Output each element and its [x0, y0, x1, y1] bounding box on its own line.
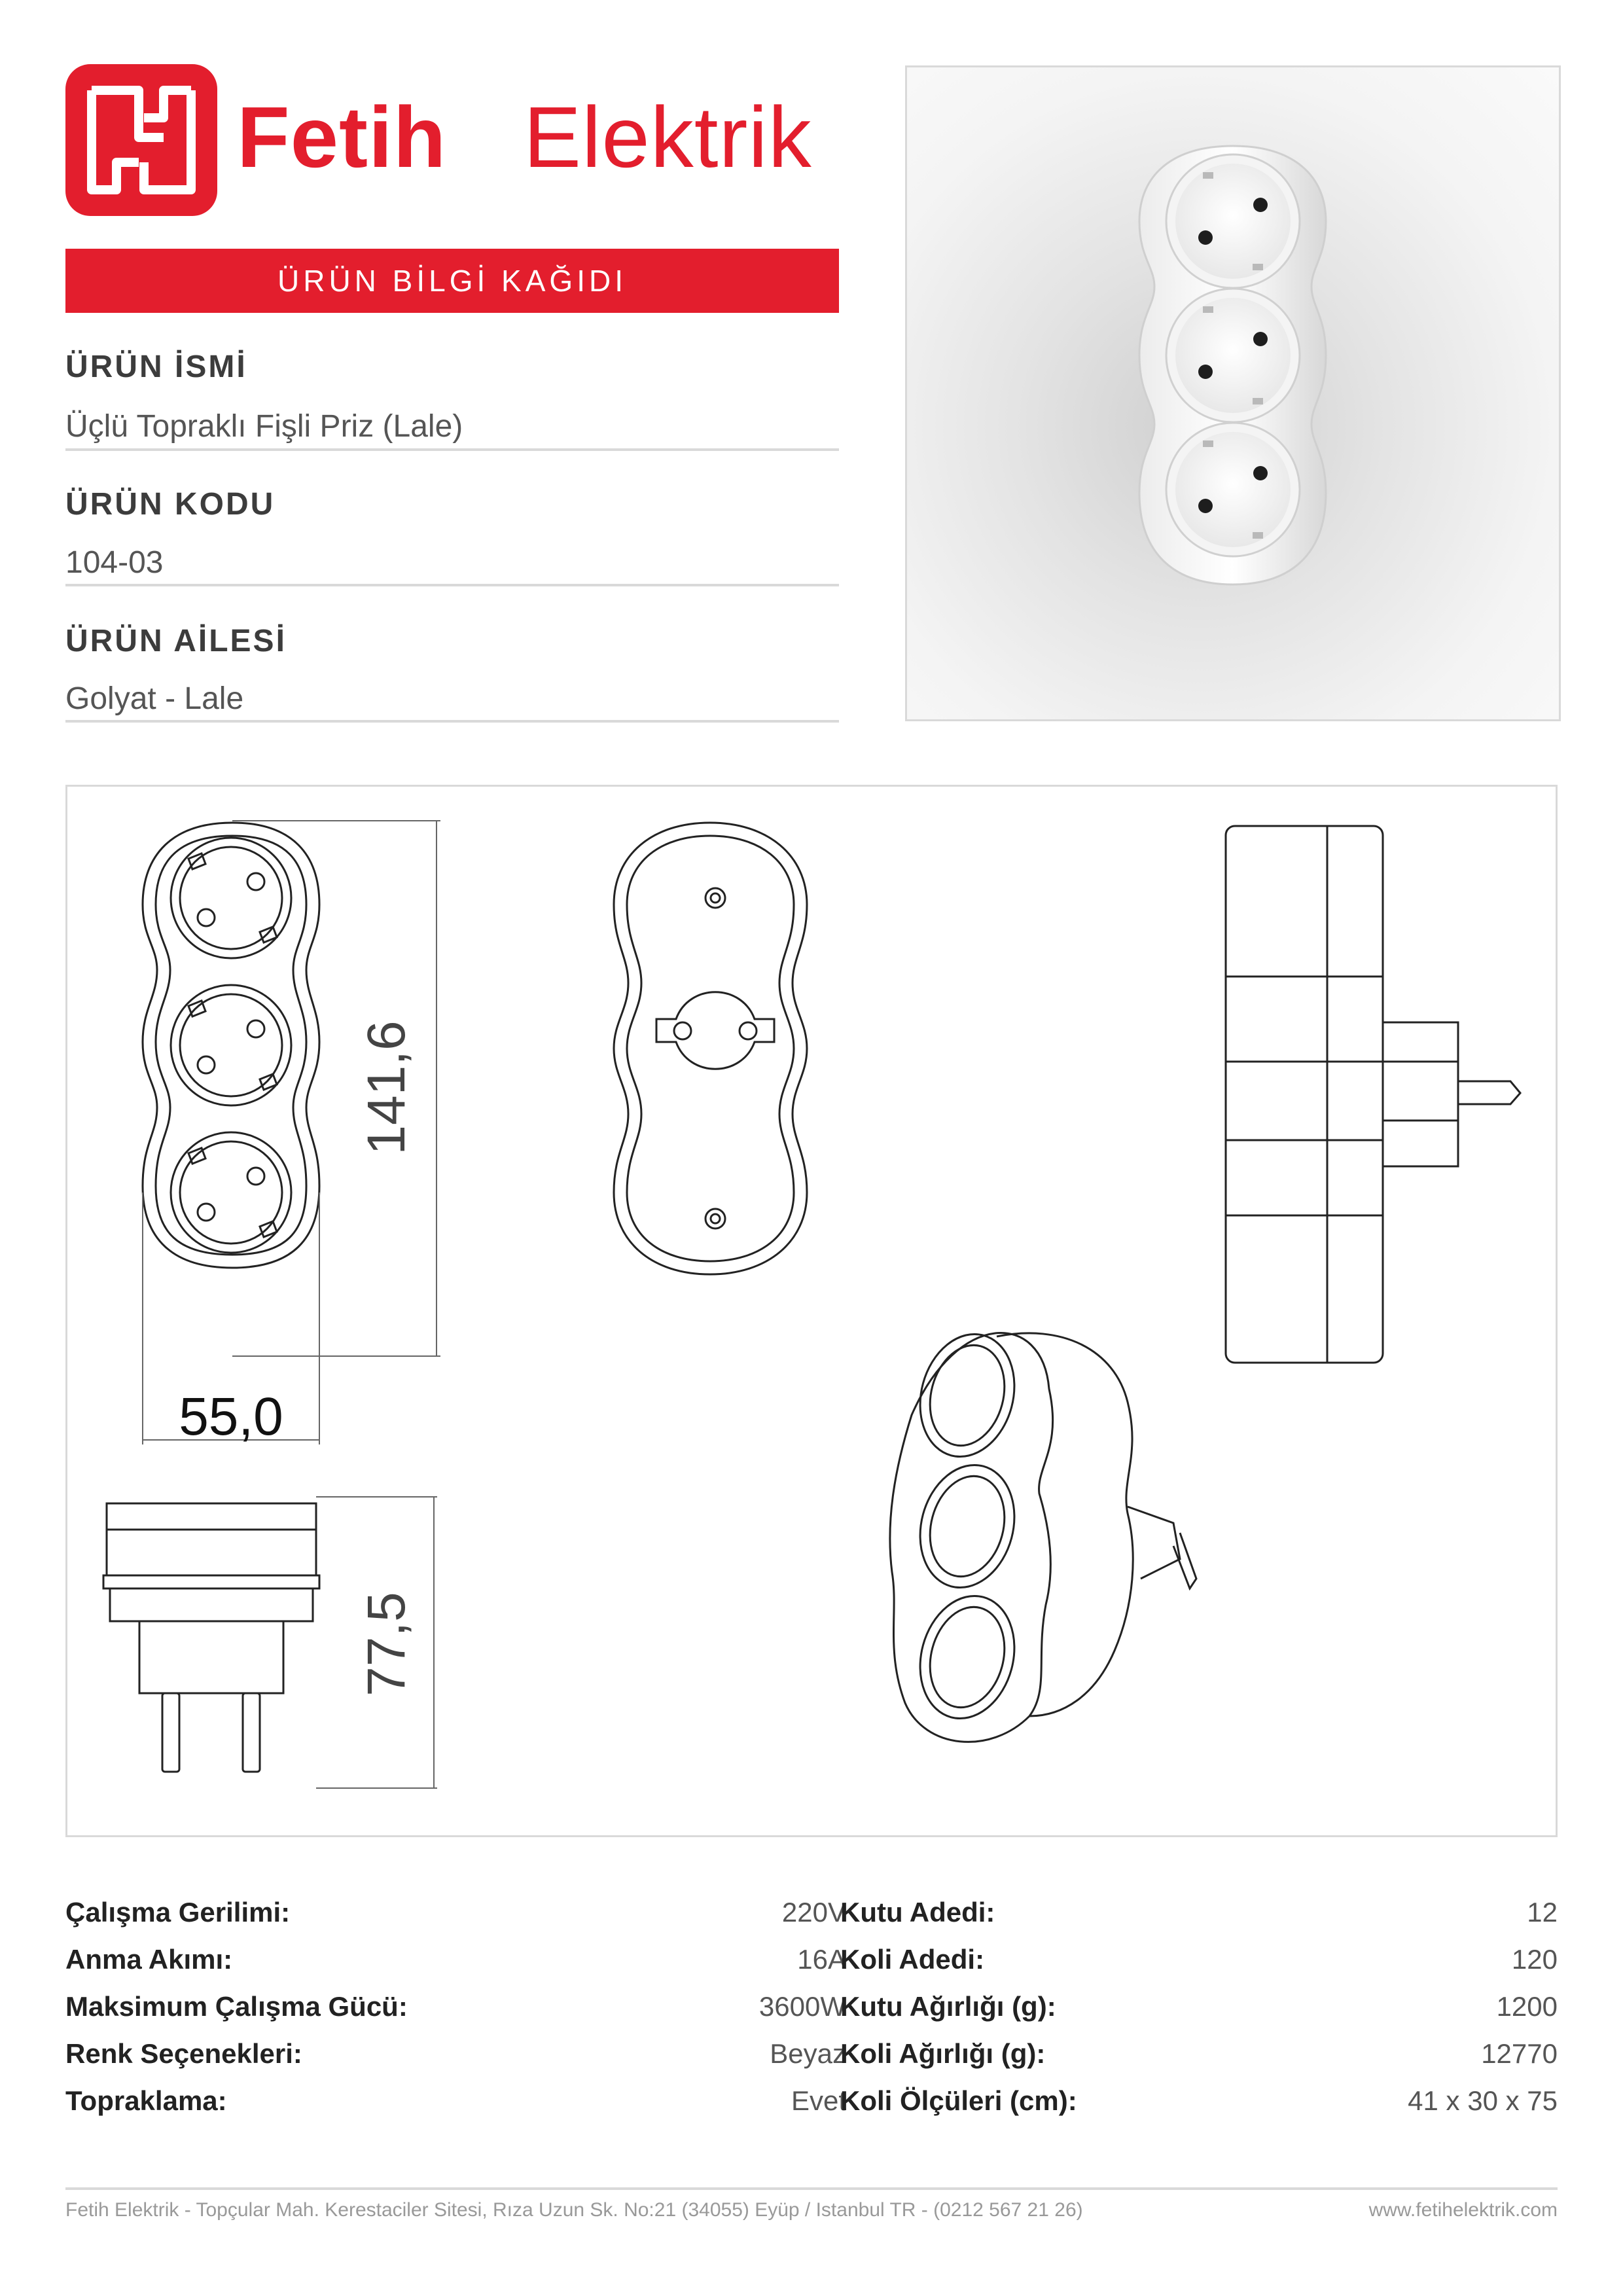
brand-name-bold: Fetih	[237, 89, 447, 185]
product-code-value: 104-03	[65, 545, 164, 580]
spec-label: Kutu Adedi:	[840, 1897, 995, 1928]
brand-logo-icon	[65, 64, 217, 216]
dimension-width: 55,0	[179, 1387, 283, 1446]
product-name-value: Üçlü Topraklı Fişli Priz (Lale)	[65, 409, 463, 444]
spec-value: 3600W	[758, 1991, 846, 2022]
divider	[65, 720, 839, 723]
footer-divider	[65, 2187, 1558, 2190]
socket-render-image	[907, 67, 1559, 719]
product-name-label: ÜRÜN İSMİ	[65, 350, 247, 384]
spec-value: 12	[1527, 1897, 1558, 1928]
spec-value: 120	[1511, 1944, 1558, 1975]
spec-label: Kutu Ağırlığı (g):	[840, 1991, 1056, 2022]
spec-value: 12770	[1481, 2038, 1558, 2069]
product-family-label: ÜRÜN AİLESİ	[65, 624, 287, 658]
technical-drawing-views	[67, 787, 1556, 1835]
technical-drawing	[65, 785, 1558, 1837]
footer-website: www.fetihelektrik.com	[1368, 2199, 1558, 2221]
footer-address: Fetih Elektrik - Topçular Mah. Kerestaciler Sitesi, Rıza Uzun Sk. No:21 (34055) Eyüp / Istanbul TR - (0212 567 21 26)	[65, 2199, 1083, 2221]
spec-value: 41 x 30 x 75	[1408, 2085, 1558, 2116]
product-photo	[905, 65, 1561, 721]
spec-value: 220V	[781, 1897, 846, 1928]
dimension-height: 141,6	[357, 1020, 416, 1155]
product-family-value: Golyat - Lale	[65, 681, 244, 716]
brand-logo	[65, 64, 812, 216]
spec-label: Maksimum Çalışma Gücü:	[65, 1991, 408, 2022]
spec-label: Topraklama:	[65, 2085, 227, 2116]
product-info-banner: ÜRÜN BİLGİ KAĞIDI	[65, 249, 839, 313]
divider	[65, 448, 839, 451]
spec-label: Koli Ölçüleri (cm):	[840, 2085, 1077, 2116]
spec-label: Koli Adedi:	[840, 1944, 985, 1975]
spec-label: Renk Seçenekleri:	[65, 2038, 302, 2069]
spec-value: Beyaz	[770, 2038, 846, 2069]
spec-label: Anma Akımı:	[65, 1944, 233, 1975]
spec-label: Çalışma Gerilimi:	[65, 1897, 291, 1928]
dimension-depth: 77,5	[357, 1592, 416, 1696]
spec-value: 16A	[797, 1944, 846, 1975]
spec-label: Koli Ağırlığı (g):	[840, 2038, 1046, 2069]
spec-value: Evet	[791, 2085, 846, 2116]
product-code-label: ÜRÜN KODU	[65, 487, 276, 522]
brand-name-light: Elektrik	[524, 89, 812, 185]
spec-value: 1200	[1496, 1991, 1558, 2022]
divider	[65, 584, 839, 586]
